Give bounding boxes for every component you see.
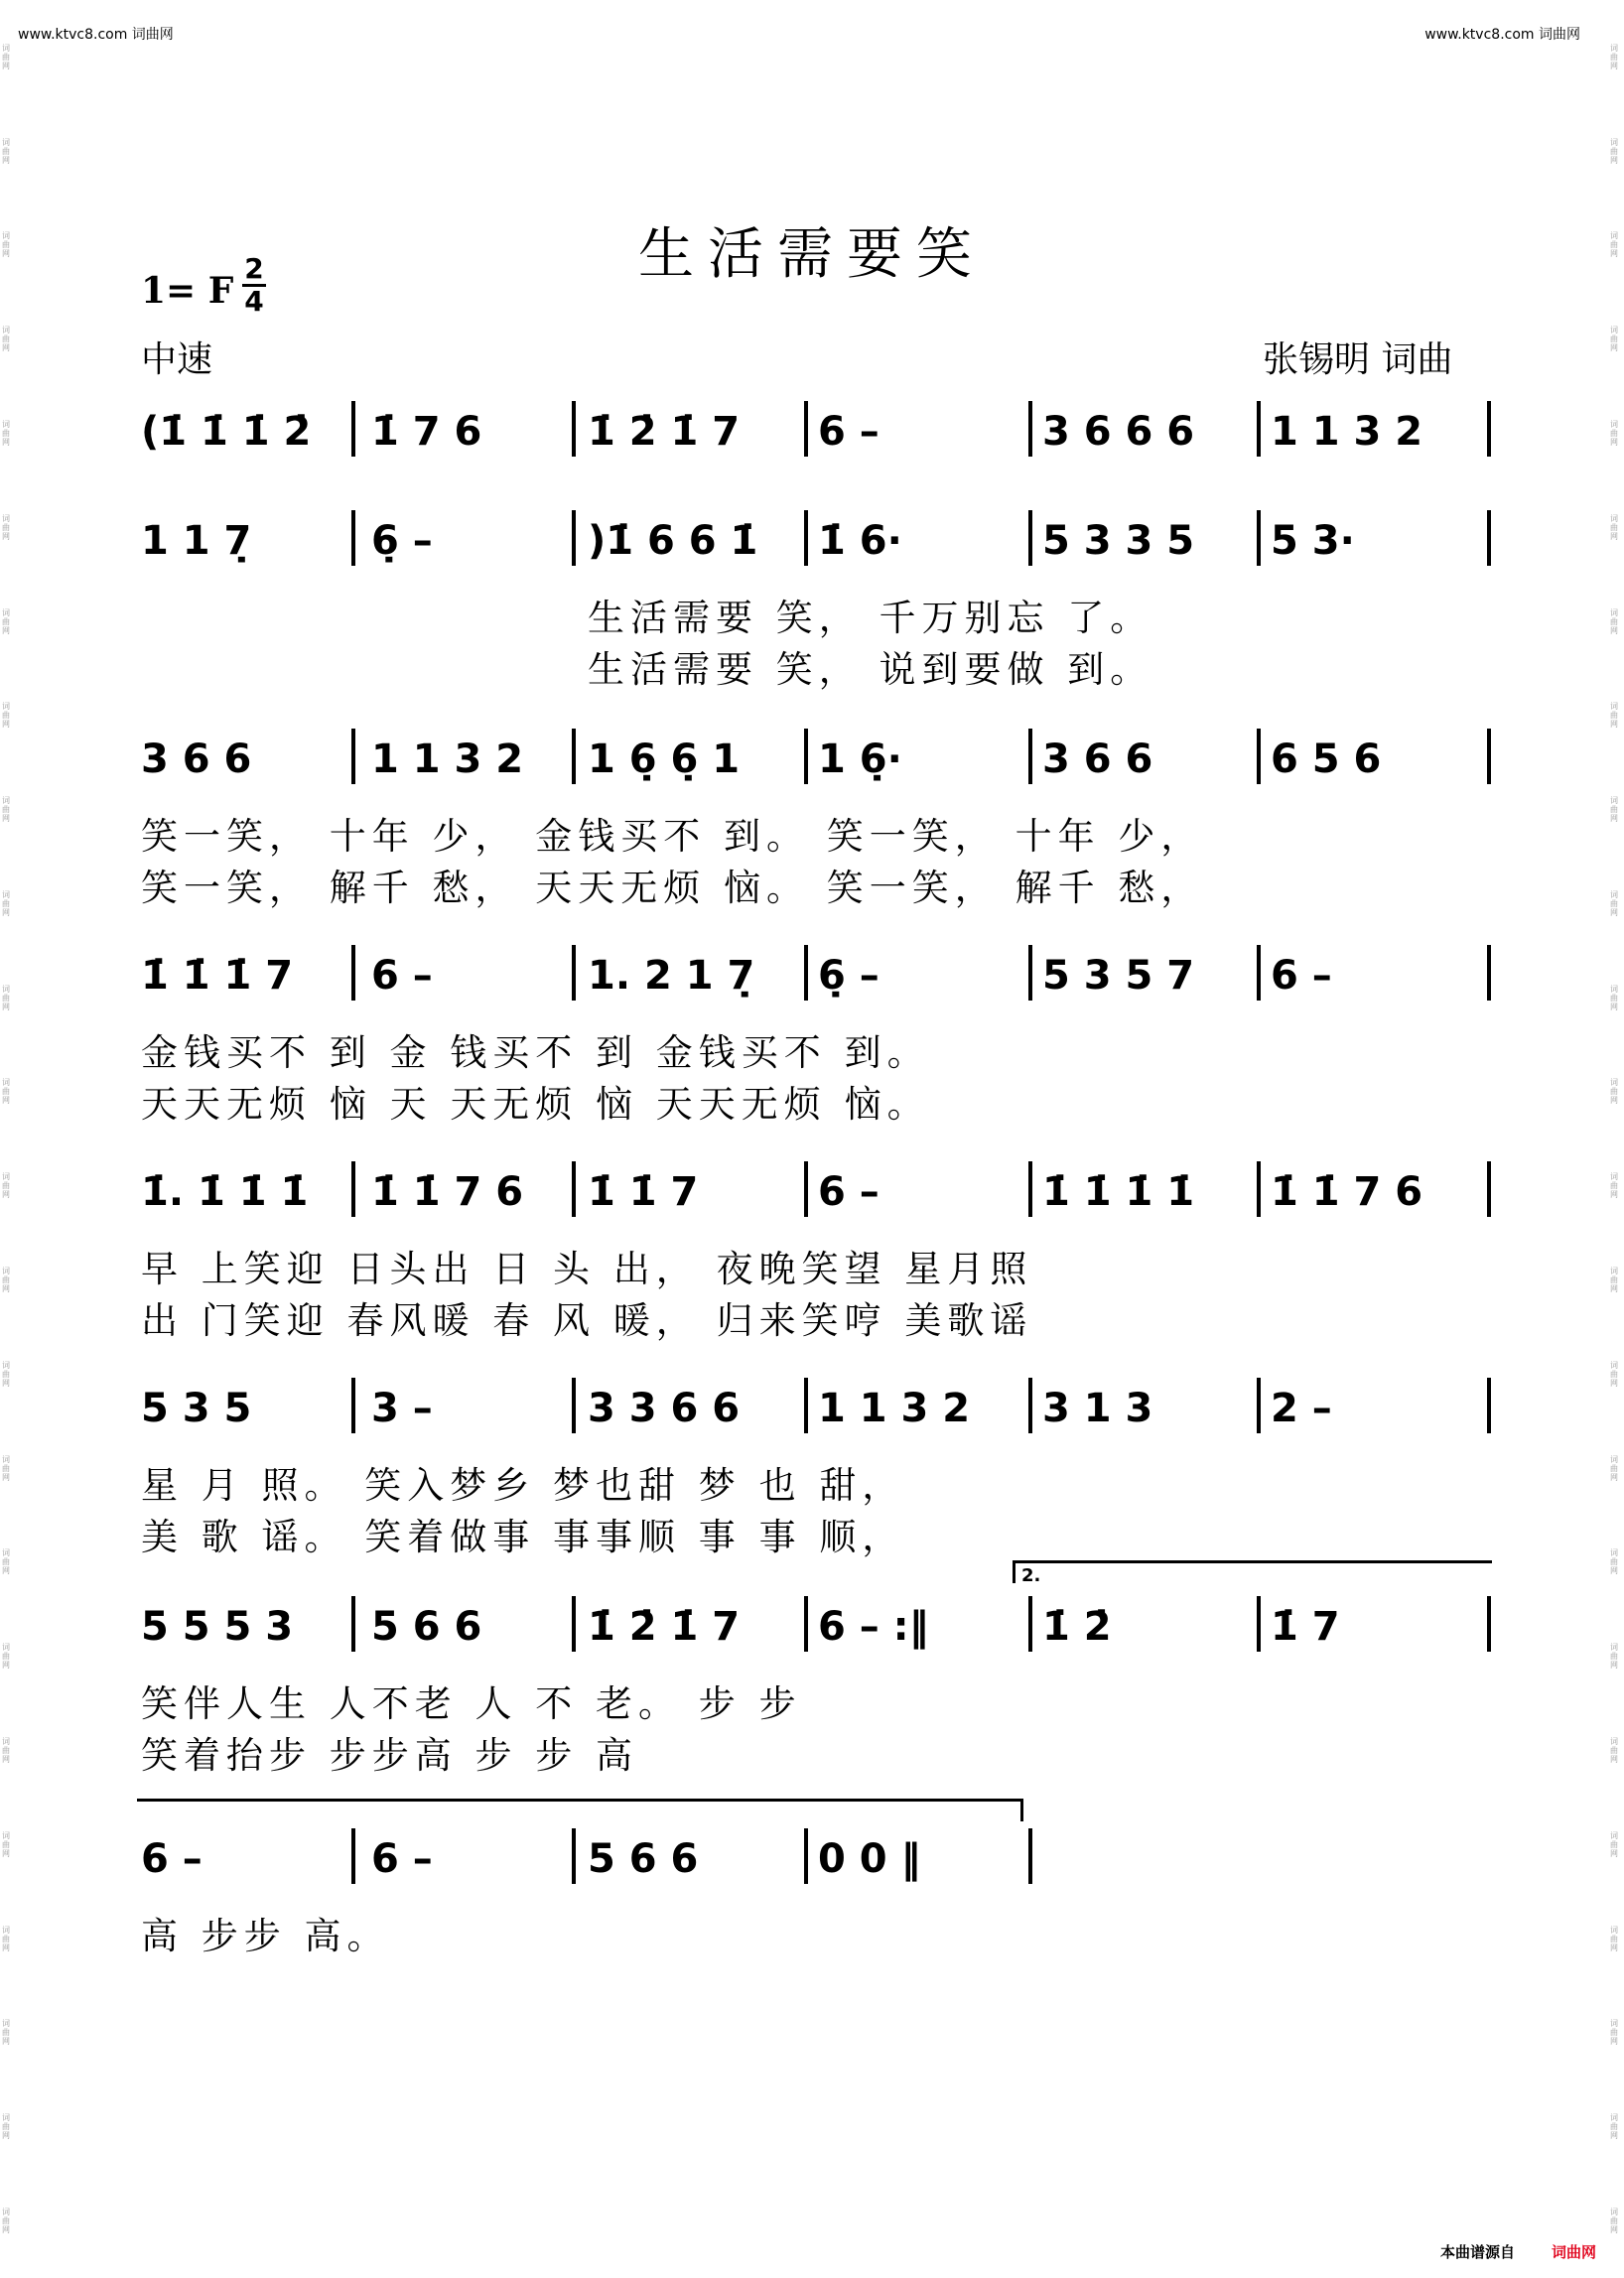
measure: 1̇ 2̇	[1042, 1604, 1112, 1650]
side-watermark-text: 词曲网	[1610, 1360, 1618, 1388]
song-title: 生活需要笑	[638, 222, 986, 287]
measure: 1̇ 2̇ 1̇ 7	[588, 409, 741, 455]
lyric-line: 生活需要 笑， 说到要做 到。	[588, 648, 1153, 691]
measure: 1 1 3 2	[1271, 409, 1423, 455]
side-watermark-text: 词曲网	[2, 231, 10, 259]
side-watermark-text: 词曲网	[2, 889, 10, 917]
side-watermark-text: 词曲网	[2, 1925, 10, 1952]
side-watermark-text: 词曲网	[2, 607, 10, 635]
notation-row	[0, 510, 1624, 570]
barline	[1257, 1161, 1261, 1217]
measure: 2 –	[1271, 1386, 1332, 1431]
barline	[804, 510, 808, 566]
side-watermark-text: 词曲网	[2, 420, 10, 448]
side-watermark-text: 词曲网	[1610, 137, 1618, 165]
time-top: 2	[242, 254, 266, 287]
measure: 5 6 6	[371, 1604, 482, 1650]
lyric-line: 生活需要 笑， 千万别忘 了。	[588, 597, 1153, 639]
side-watermark-text: 词曲网	[1610, 2019, 1618, 2047]
measure: 3 –	[371, 1386, 433, 1431]
side-watermark-text: 词曲网	[2, 1360, 10, 1388]
lyric-line: 笑一笑， 十年 少， 金钱买不 到。 笑一笑， 十年 少，	[141, 815, 1204, 858]
measure: 1̇ 1̇ 7 6	[371, 1169, 524, 1215]
measure: 3 6 6	[1042, 737, 1153, 782]
measure: 1̇ 1̇ 1̇ 7	[141, 953, 294, 999]
side-watermark-text: 词曲网	[1610, 1548, 1618, 1576]
notation-row	[0, 1828, 1624, 1888]
measure: 6 –	[818, 1169, 880, 1215]
lyric-line: 出 门笑迎 春风暖 春 风 暖， 归来笑哼 美歌谣	[141, 1299, 1033, 1342]
barline	[804, 1828, 808, 1884]
measure: 5 6 6	[588, 1836, 699, 1882]
barline	[351, 1596, 355, 1652]
barline	[1257, 510, 1261, 566]
lyric-line: 美 歌 谣。 笑着做事 事事顺 事 事 顺，	[141, 1516, 905, 1558]
measure: 1̇ 2̇ 1̇ 7	[588, 1604, 741, 1650]
site-watermark-right: www.ktvc8.com 词曲网	[1424, 27, 1580, 43]
barline	[1257, 945, 1261, 1001]
side-watermark-text: 词曲网	[1610, 796, 1618, 824]
barline	[804, 401, 808, 457]
barline	[804, 1378, 808, 1433]
measure: 1̇ 7 6	[371, 409, 482, 455]
side-watermark-text: 词曲网	[1610, 231, 1618, 259]
side-watermark-text: 词曲网	[1610, 1830, 1618, 1858]
measure: 1̇ 1̇ 7 6	[1271, 1169, 1423, 1215]
measure: (1̇ 1̇ 1̇ 2̇	[141, 409, 312, 455]
measure: 1̇ 1̇ 7	[588, 1169, 699, 1215]
barline	[1257, 1378, 1261, 1433]
barline	[804, 729, 808, 784]
barline	[1487, 1596, 1491, 1652]
measure: 0 0 ‖	[818, 1836, 921, 1882]
measure: 6 –	[371, 953, 433, 999]
lyric-line: 笑伴人生 人不老 人 不 老。 步 步	[141, 1682, 802, 1725]
footer-source: 本曲谱源自	[1439, 2243, 1515, 2261]
side-watermark-text: 词曲网	[1610, 326, 1618, 353]
barline	[1028, 401, 1032, 457]
barline	[1028, 510, 1032, 566]
barline	[1028, 945, 1032, 1001]
side-watermark-text: 词曲网	[2, 1830, 10, 1858]
barline	[572, 510, 576, 566]
measure: 6 –	[818, 409, 880, 455]
measure: 1̇ 6·	[818, 518, 902, 564]
side-watermark-text: 词曲网	[2, 1548, 10, 1576]
side-watermark-text: 词曲网	[1610, 1078, 1618, 1106]
side-watermark-text: 词曲网	[1610, 2113, 1618, 2141]
notation-row	[0, 1596, 1624, 1656]
side-watermark-text: 词曲网	[2, 326, 10, 353]
barline	[572, 1378, 576, 1433]
volta-label: 2.	[1021, 1565, 1041, 1586]
side-watermark-text: 词曲网	[1610, 43, 1618, 70]
barline	[572, 1828, 576, 1884]
time-bottom: 4	[244, 285, 264, 318]
barline	[1028, 1828, 1032, 1884]
barline	[351, 729, 355, 784]
barline	[351, 401, 355, 457]
barline	[351, 510, 355, 566]
measure: 3 6 6 6	[1042, 409, 1195, 455]
side-watermark-text: 词曲网	[1610, 1172, 1618, 1200]
key-signature: 1= F	[141, 270, 234, 312]
barline	[1487, 945, 1491, 1001]
footer-brand: 词曲网	[1551, 2243, 1596, 2261]
barline	[1257, 1596, 1261, 1652]
site-watermark-left: www.ktvc8.com 词曲网	[18, 27, 174, 43]
measure: 5 3·	[1271, 518, 1355, 564]
side-watermark-text: 词曲网	[1610, 984, 1618, 1011]
side-watermark-text: 词曲网	[2, 1454, 10, 1482]
measure: 1 1 3 2	[371, 737, 524, 782]
side-watermark-text: 词曲网	[1610, 513, 1618, 541]
measure: 6 –	[1271, 953, 1332, 999]
side-watermark-text: 词曲网	[2, 2207, 10, 2234]
barline	[1257, 401, 1261, 457]
volta-bracket-end	[137, 1799, 1023, 1821]
lyric-line: 笑着抬步 步步高 步 步 高	[141, 1734, 639, 1777]
measure: 6̣ –	[818, 953, 880, 999]
barline	[572, 729, 576, 784]
side-watermark-text: 词曲网	[2, 1643, 10, 1671]
side-watermark-text: 词曲网	[1610, 702, 1618, 730]
barline	[1257, 729, 1261, 784]
tempo-marking: 中速	[141, 339, 213, 380]
side-watermark-text: 词曲网	[2, 984, 10, 1011]
measure: 6 5 6	[1271, 737, 1382, 782]
side-watermark-text: 词曲网	[1610, 607, 1618, 635]
side-watermark-text: 词曲网	[1610, 1925, 1618, 1952]
barline	[1487, 510, 1491, 566]
volta-bracket	[1013, 1560, 1492, 1586]
barline	[1028, 1596, 1032, 1652]
measure: 6 –	[371, 1836, 433, 1882]
barline	[351, 945, 355, 1001]
side-watermark-text: 词曲网	[2, 2113, 10, 2141]
measure: 6 – :‖	[818, 1604, 929, 1650]
barline	[1028, 729, 1032, 784]
side-watermark-text: 词曲网	[1610, 1267, 1618, 1294]
side-watermark-text: 词曲网	[2, 1267, 10, 1294]
lyric-line: 笑一笑， 解千 愁， 天天无烦 恼。 笑一笑， 解千 愁，	[141, 867, 1204, 909]
lyric-line: 早 上笑迎 日头出 日 头 出， 夜晚笑望 星月照	[141, 1248, 1033, 1290]
barline	[572, 1161, 576, 1217]
side-watermark-left	[2, 10, 14, 2268]
barline	[1487, 1378, 1491, 1433]
measure: 1̇ 1̇ 1̇ 1̇	[1042, 1169, 1195, 1215]
side-watermark-text: 词曲网	[1610, 1736, 1618, 1764]
side-watermark-text: 词曲网	[1610, 420, 1618, 448]
side-watermark-text: 词曲网	[2, 702, 10, 730]
lyric-line: 高 步步 高。	[141, 1915, 390, 1957]
measure: 5 5 5 3	[141, 1604, 294, 1650]
notation-row	[0, 1378, 1624, 1437]
lyric-line: 星 月 照。 笑入梦乡 梦也甜 梦 也 甜，	[141, 1464, 905, 1507]
measure: 1̇. 1̇ 1̇ 1̇	[141, 1169, 309, 1215]
side-watermark-text: 词曲网	[1610, 1643, 1618, 1671]
lyric-line: 天天无烦 恼 天 天无烦 恼 天天无烦 恼。	[141, 1083, 930, 1126]
barline	[1487, 1161, 1491, 1217]
side-watermark-text: 词曲网	[2, 1078, 10, 1106]
barline	[804, 1596, 808, 1652]
side-watermark-text: 词曲网	[2, 796, 10, 824]
measure: 1 6̣·	[818, 737, 902, 782]
barline	[572, 401, 576, 457]
measure: 3 1 3	[1042, 1386, 1153, 1431]
barline	[572, 945, 576, 1001]
side-watermark-text: 词曲网	[1610, 889, 1618, 917]
side-watermark-text: 词曲网	[1610, 1454, 1618, 1482]
barline	[1028, 1378, 1032, 1433]
measure: 5 3 5	[141, 1386, 252, 1431]
side-watermark-text: 词曲网	[2, 1172, 10, 1200]
side-watermark-text: 词曲网	[2, 137, 10, 165]
measure: 1 1 7̣	[141, 518, 252, 564]
measure: 5 3 3 5	[1042, 518, 1195, 564]
barline	[1487, 401, 1491, 457]
side-watermark-right	[1610, 10, 1622, 2268]
side-watermark-text: 词曲网	[2, 513, 10, 541]
measure: )1̇ 6 6 1̇	[588, 518, 758, 564]
lyric-line: 金钱买不 到 金 钱买不 到 金钱买不 到。	[141, 1031, 930, 1074]
side-watermark-text: 词曲网	[2, 43, 10, 70]
side-watermark-text: 词曲网	[2, 2019, 10, 2047]
side-watermark-text: 词曲网	[1610, 2207, 1618, 2234]
barline	[1028, 1161, 1032, 1217]
barline	[804, 945, 808, 1001]
composer-credit: 张锡明 词曲	[1263, 339, 1453, 380]
notation-row	[0, 945, 1624, 1005]
barline	[351, 1378, 355, 1433]
barline	[572, 1596, 576, 1652]
measure: 1. 2 1 7̣	[588, 953, 755, 999]
barline	[351, 1828, 355, 1884]
time-signature	[242, 254, 266, 317]
notation-row	[0, 401, 1624, 461]
measure: 1 6̣ 6̣ 1	[588, 737, 741, 782]
measure: 1̇ 7	[1271, 1604, 1340, 1650]
measure: 1 1 3 2	[818, 1386, 971, 1431]
measure: 3 3 6 6	[588, 1386, 741, 1431]
barline	[804, 1161, 808, 1217]
measure: 5 3 5 7	[1042, 953, 1195, 999]
notation-row	[0, 1161, 1624, 1221]
barline	[1487, 729, 1491, 784]
measure: 3 6 6	[141, 737, 252, 782]
barline	[351, 1161, 355, 1217]
measure: 6̣ –	[371, 518, 433, 564]
measure: 6 –	[141, 1836, 203, 1882]
notation-row	[0, 729, 1624, 788]
side-watermark-text: 词曲网	[2, 1736, 10, 1764]
